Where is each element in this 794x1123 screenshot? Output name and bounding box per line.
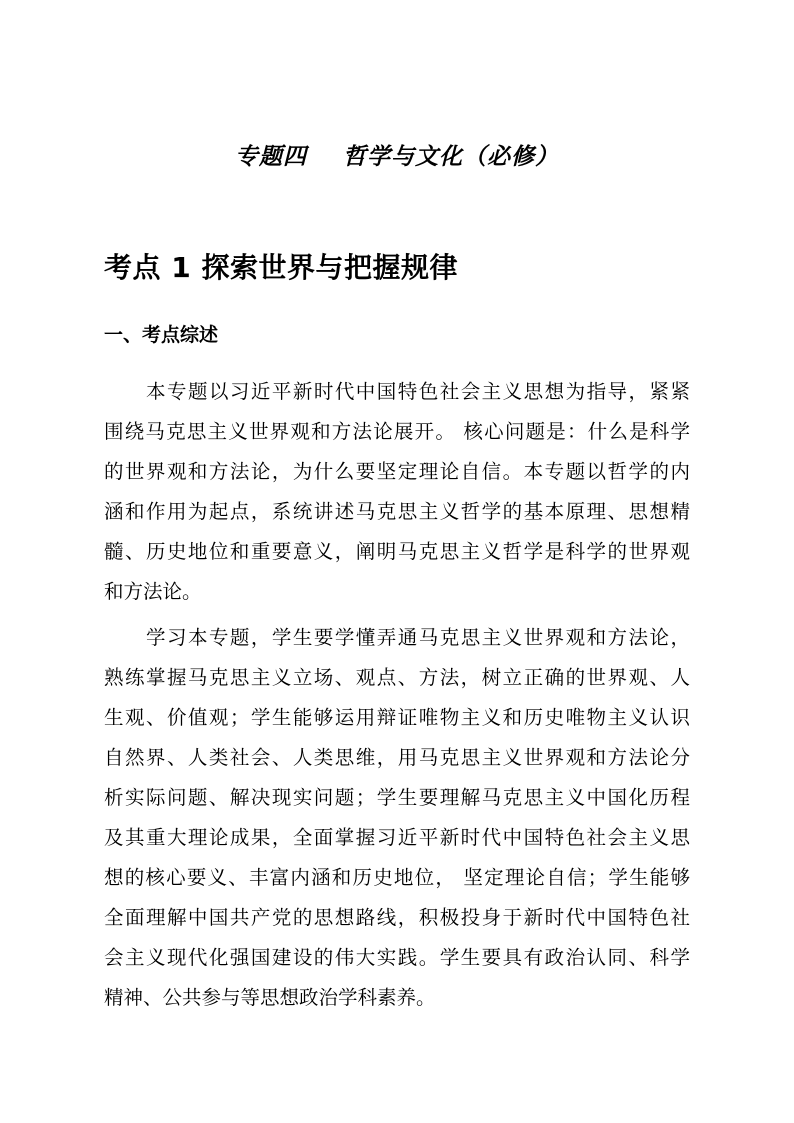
topic-title: 专题四 哲学与文化（必修） bbox=[234, 143, 560, 170]
paragraph-line: 学习本专题，学生要学懂弄通马克思主义世界观和方法论， bbox=[146, 626, 690, 649]
paragraph-line: 全面理解中国共产党的思想路线，积极投身于新时代中国特色社 bbox=[104, 906, 690, 929]
paragraph-line: 想的核心要义、丰富内涵和历史地位， 坚定理论自信；学生能够 bbox=[104, 866, 690, 889]
paragraph-line: 生观、价值观；学生能够运用辩证唯物主义和历史唯物主义认识 bbox=[104, 706, 690, 729]
paragraph-line: 及其重大理论成果，全面掌握习近平新时代中国特色社会主义思 bbox=[104, 826, 690, 849]
paragraph-line: 析实际问题、解决现实问题；学生要理解马克思主义中国化历程 bbox=[104, 786, 690, 809]
section-title: 考点 1 探索世界与把握规律 bbox=[104, 251, 458, 284]
paragraph-line: 本专题以习近平新时代中国特色社会主义思想为指导，紧紧 bbox=[146, 380, 690, 403]
paragraph-line: 会主义现代化强国建设的伟大实践。学生要具有政治认同、科学 bbox=[104, 946, 690, 969]
paragraph-line: 熟练掌握马克思主义立场、观点、方法，树立正确的世界观、人 bbox=[104, 666, 690, 689]
paragraph-line: 和方法论。 bbox=[104, 580, 202, 603]
paragraph-line: 精神、公共参与等思想政治学科素养。 bbox=[104, 986, 436, 1009]
paragraph-line: 自然界、人类社会、人类思维，用马克思主义世界观和方法论分 bbox=[104, 746, 690, 769]
paragraph-line: 涵和作用为起点，系统讲述马克思主义哲学的基本原理、思想精 bbox=[104, 500, 690, 523]
paragraph-line: 围绕马克思主义世界观和方法论展开。 核心问题是：什么是科学 bbox=[104, 420, 690, 443]
paragraph-line: 的世界观和方法论，为什么要坚定理论自信。本专题以哲学的内 bbox=[104, 460, 690, 483]
paragraph-line: 髓、历史地位和重要意义，阐明马克思主义哲学是科学的世界观 bbox=[104, 540, 690, 563]
subheading: 一、考点综述 bbox=[104, 324, 219, 346]
